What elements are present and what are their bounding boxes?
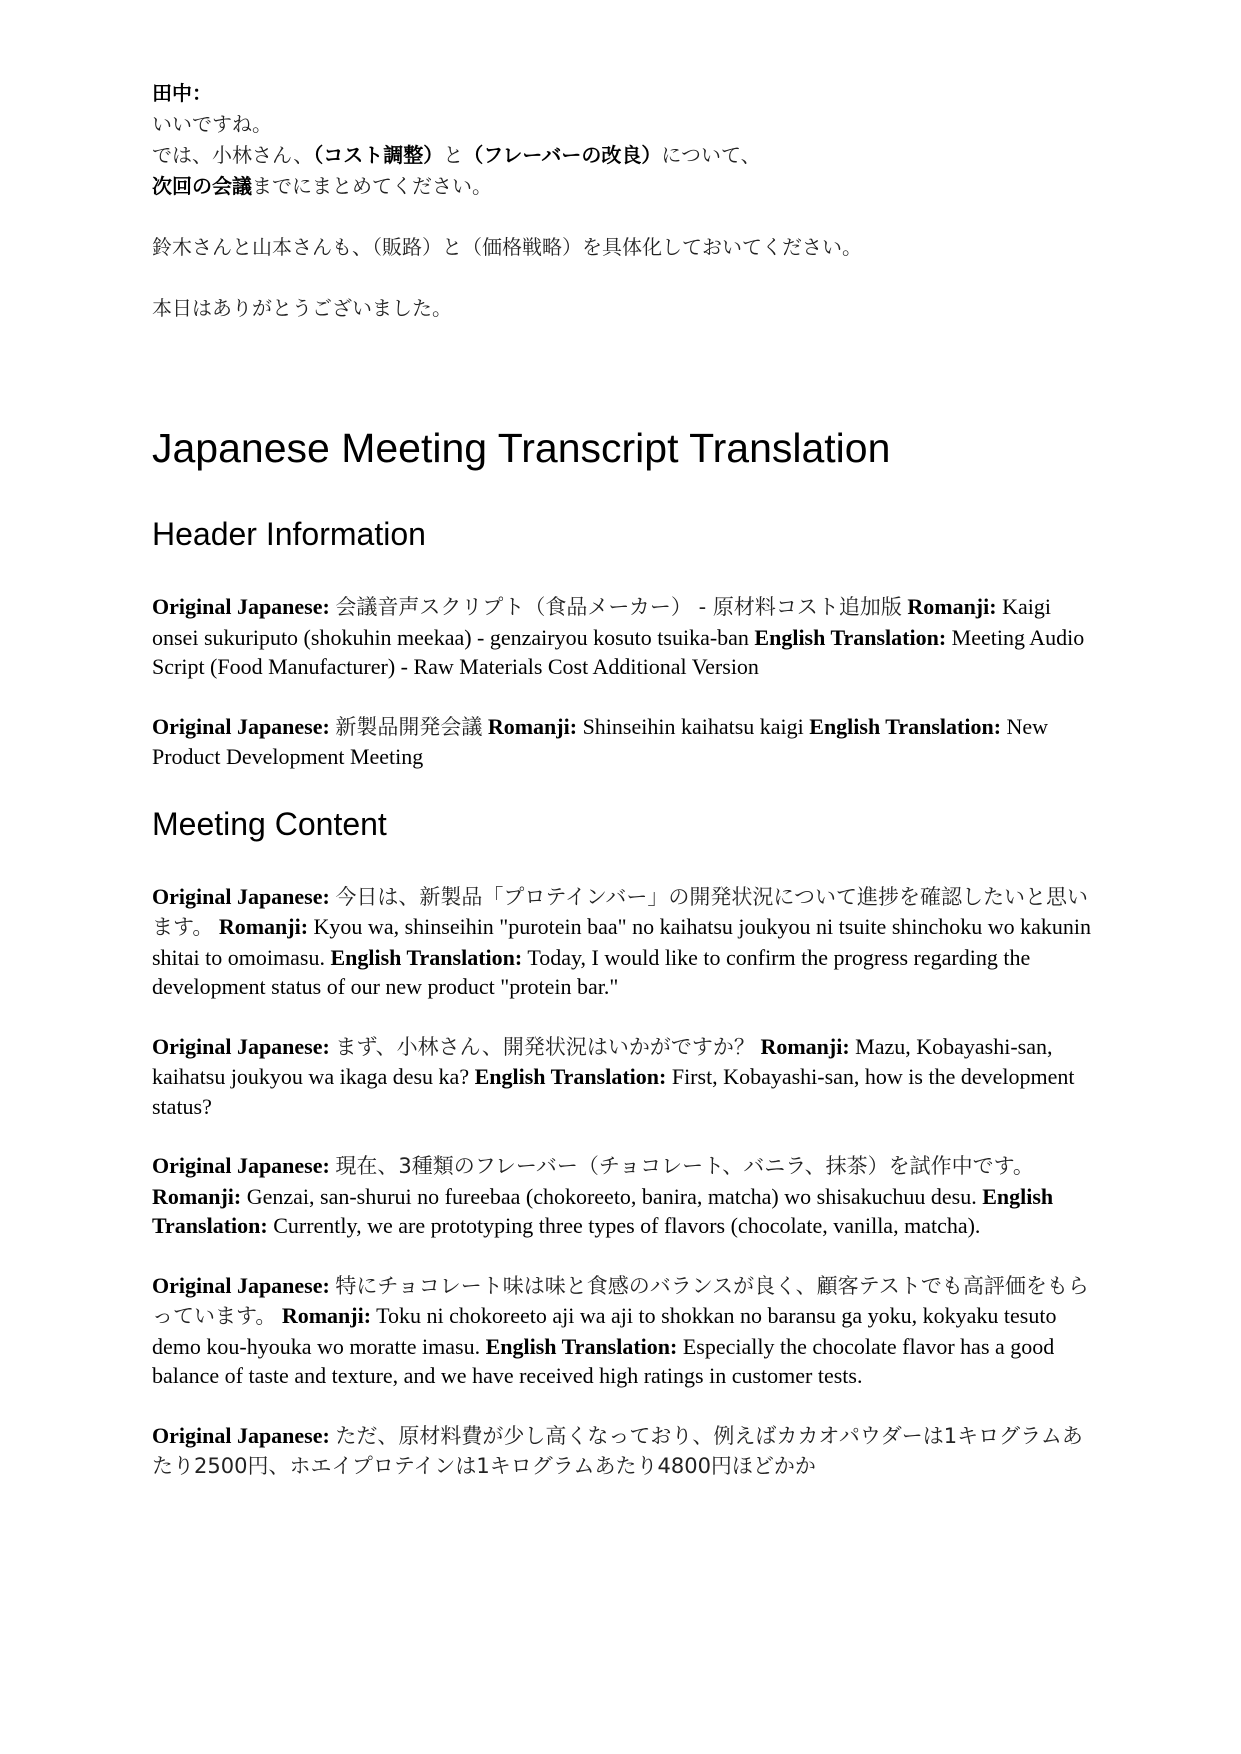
translation-entry: Original Japanese: 特にチョコレート味は味と食感のバランスが良く、顧客テストでも高評価をもらっています。 Romanji: Toku ni chokoreeto aji wa aji to shokkan no baransu ga yoku, kokyaku tesuto demo kou-hyouka wo moratte imasu. English Translation: Especially the chocolate flavor has a good balance of taste and texture, and we have received high ratings in customer tests. (152, 1272, 1089, 1388)
section-heading: Header Information (152, 516, 426, 552)
dialogue-line: 本日はありがとうございました。 (152, 296, 452, 320)
dialogue-line: では、小林さん、（コスト調整）と（フレーバーの改良）について、 (152, 143, 761, 167)
section-heading: Meeting Content (152, 805, 387, 842)
closing-dialogue (152, 78, 1092, 324)
translation-entry: Original Japanese: 今日は、新製品「プロテインバー」の開発状況について進捗を確認したいと思います。 Romanji: Kyou wa, shinseihin "purotein baa" no kaihatsu joukyou ni tsuite shinchoku wo kakunin shitai to omoimasu. English Translation: Today, I would like to confirm the progress regarding the development status of our new product "protein bar." (152, 883, 1092, 999)
translation-entry: Original Japanese: 新製品開発会議 Romanji: Shinseihin kaihatsu kaigi English Translation: New Product Development Meeting (152, 713, 1049, 769)
speaker-name: 田中： (152, 81, 212, 105)
translation-entry: Original Japanese: 現在、3種類のフレーバー（チョコレート、バニラ、抹茶）を試作中です。 Romanji: Genzai, san-shurui no fureebaa (chokoreeto, banira, matcha) wo shisakuchuu desu. English Translation: Currently, we are prototyping three types of flavors (chocolate, vanilla, matcha). (152, 1153, 1054, 1238)
document-title: Japanese Meeting Transcript Translation (152, 425, 891, 471)
document-page (152, 78, 1092, 1482)
dialogue-line: 鈴木さんと山本さんも、（販路）と（価格戦略）を具体化しておいてください。 (152, 235, 862, 259)
translation-entry: Original Japanese: ただ、原材料費が少し高くなっており、例えばカカオパウダーは1キログラムあたり2500円、ホエイプロテインは1キログラムあたり4800円ほどかか (152, 1422, 1083, 1478)
dialogue-line: 次回の会議までにまとめてください。 (152, 174, 492, 198)
dialogue-line: いいですね。 (152, 112, 272, 136)
translation-entry: Original Japanese: 会議音声スクリプト（食品メーカー） - 原材料コスト追加版 Romanji: Kaigi onsei sukuriputo (shokuhin meekaa) - genzairyou kosuto tsuika-ban English Translation: Meeting Audio Script (Food Manufacturer) - Raw Materials Cost Additional Version (152, 594, 1085, 679)
translation-entry: Original Japanese: まず、小林さん、開発状況はいかがですか？ Romanji: Mazu, Kobayashi-san, kaihatsu joukyou wa ikaga desu ka? English Translation: First, Kobayashi-san, how is the development status? (152, 1033, 1075, 1119)
